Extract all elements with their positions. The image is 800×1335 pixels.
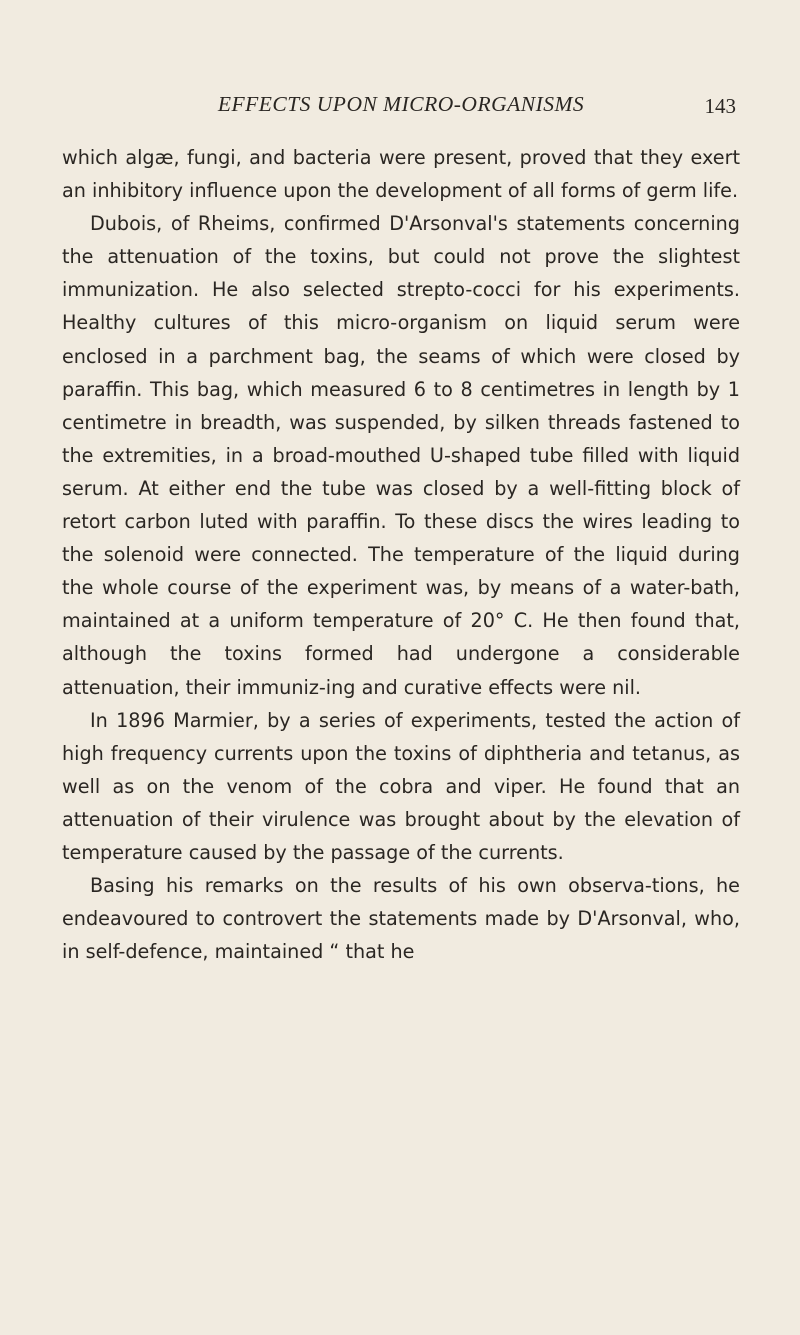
running-head: EFFECTS UPON MICRO-ORGANISMS: [217, 92, 585, 116]
page-number: 143: [704, 94, 736, 118]
paragraph-marmier: In 1896 Marmier, by a series of experiments, tested the action of high frequency currents upon the toxins of diphtheria and tetanus, as well as on the venom of the cobra and viper. He found that an attenuation of their virulence was brought about by the elevation of temperature caused by the passage of the currents.: [62, 708, 740, 864]
paragraph-dubois: Dubois, of Rheims, confirmed D'Arsonval's statements concerning the attenuation of the toxins, but could not prove the slightest immunization. He also selected strepto-cocci for his experiments. Healthy cultures of this micro-organism on liquid serum were enclosed in a parchment bag, the seams of which were closed by paraffin. This bag, which measured 6 to 8 centimetres in length by 1 centimetre in breadth, was suspended, by silken threads fastened to the extremities, in a broad-mouthed U-shaped tube filled with liquid serum. At either end the tube was closed by a well-fitting block of retort carbon luted with paraffin. To these discs the wires leading to the solenoid were connected. The temperature of the liquid during the whole course of the experiment was, by means of a water-bath, maintained at a uniform temperature of 20° C. He then found that, although the toxins formed had undergone a considerable attenuation, their immuniz-ing and curative effects were nil.: [62, 212, 740, 699]
page-header: [62, 92, 740, 122]
body-text: [62, 141, 740, 968]
paragraph-continued: which algæ, fungi, and bacteria were present, proved that they exert an inhibitory influence upon the development of all forms of germ life.: [62, 146, 740, 203]
paragraph-basing: Basing his remarks on the results of his own observa-tions, he endeavoured to controvert the statements made by D'Arsonval, who, in self-defence, maintained “ that he: [62, 874, 740, 964]
